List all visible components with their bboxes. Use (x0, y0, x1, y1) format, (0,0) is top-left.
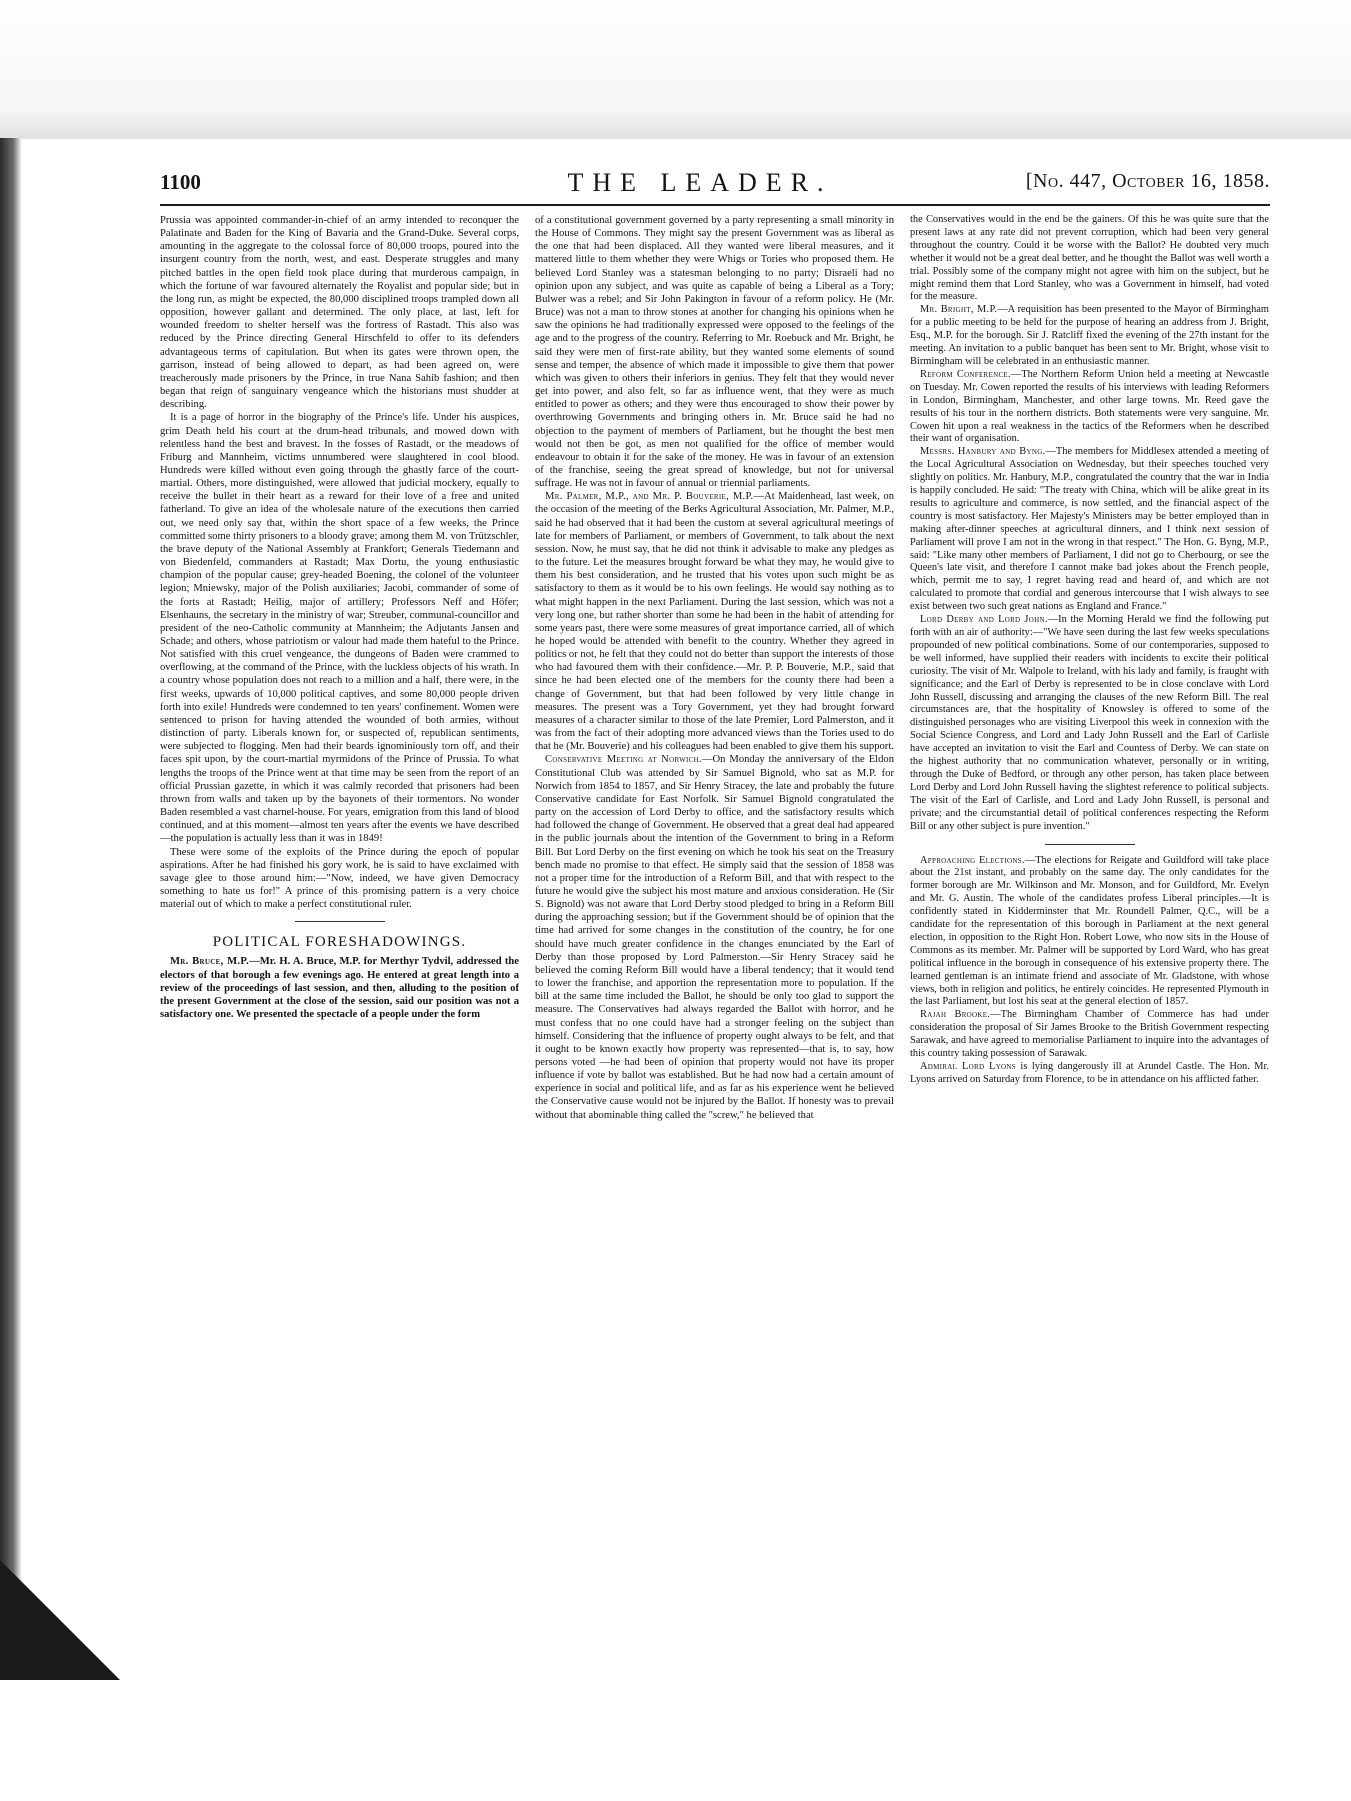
column-1 (160, 214, 519, 1734)
col3-p8-lead: Admiral Lord Lyons (920, 1061, 1016, 1072)
col2-p2-lead: Mr. Palmer, M.P., and Mr. P. Bouverie, M.P. (545, 491, 754, 503)
col1-p4-lead: Mr. Bruce, M.P. (170, 956, 250, 968)
column-rule (1045, 844, 1135, 845)
col3-paragraph-3 (910, 369, 1269, 446)
col3-p7-lead: Rajah Brooke. (920, 1009, 991, 1021)
masthead (160, 164, 1270, 206)
col3-paragraph-4 (910, 446, 1269, 614)
newspaper-page (60, 140, 1305, 1760)
column-3 (910, 214, 1269, 1734)
col3-p3-lead: Reform Conference. (920, 368, 1011, 380)
col3-p3-body: —The Northern Reform Union held a meeting at Newcastle on Tuesday. Mr. Cowen reported the results of his interviews with leading Reformers in London, Birmingham, Manchester, and other large towns. Mr. Reed gave the results of his tour in the northern districts. Both statements were very sanguine. Mr. Cowen hit upon a real weakness in the tactics of the Reformers when he described their want of organisation. (910, 368, 1269, 445)
col3-paragraph-2 (910, 304, 1269, 369)
scan-top-margin (0, 0, 1351, 140)
col2-p2-body: —At Maidenhead, last week, on the occasion of the meeting of the Berks Agricultural Association, Mr. Palmer, M.P., said he had observed that it had been the custom at several agricultural meetings of late for members of Parliament, or members of Government, to talk about the next session. Now, he must say, that he did not think it advisable to make any pledges as to the future. Let the measures brought forward be what they may, he would give to them his best consideration, and he trusted that his votes upon such might be as satisfactory to them as it would be to his own feelings. He would say nothing as to what might happen in the next Parliament. During the last session, which was not a very long one, but rather shorter than some he had been in the habit of attending for some years past, there were some measures of great importance carried, all of which he hoped would be attended with benefit to the country. Whether they agreed in politics or not, he felt that they could not do better than support the interests of those who had favoured them with their confidence.—Mr. P. P. Bouverie, M.P., said that since he had been elected one of the members for the county there had been a change of Government, but that had been followed by very little change in measures. The present was a Tory Government, yet they had brought forward measures of a character similar to those of the late Premier, Lord Palmerston, and it was from the fact of their adopting more advanced views than the Tories used to do that he (Mr. Bouverie) and his colleagues had been enabled to give them his support. (535, 491, 894, 753)
col2-paragraph-1: of a constitutional government governed by a party representing a small minority in the House of Commons. They might say the present Government was as liberal as the one that had been displaced. All they wanted were liberal measures, and it mattered little to them whether they were Whigs or Tories who proposed them. He believed Lord Stanley was a statesman belonging to no party; Disraeli had no opinion upon any subject, and was quite as capable of being a Liberal as a Tory; Bulwer was a rebel; and Sir John Pakington in favour of a reform policy. He (Mr. Bruce) was not a man to throw stones at another for changing his opinions when he saw the opinions he had traditionally expressed were opposed to the feelings of the age and to the progress of the country. Referring to Mr. Roebuck and Mr. Bright, he said they were men of first-rate ability, but they wanted some elements of sound sense and temper, the absence of which made it impossible to give them that power which was given to others their inferiors in genius. They felt that they would never get into power, and also felt, so far as influence went, that they were as much entitled to power as others; and they were thus encouraged to show their power by overthrowing Governments and bringing others in. Mr. Bruce said he had no objection to the payment of members of Parliament, but he thought the best men would not then be got, as men not qualified for the office of member would endeavour to obtain it for the sake of the money. He was in favour of an extension of the franchise, seeing the great spread of knowledge, but not for universal suffrage. He was not in favour of annual or triennial parliaments. (535, 215, 894, 490)
page-number: 1100 (160, 170, 201, 194)
binding-edge-shadow (0, 138, 22, 1658)
col3-p7-body: —The Birmingham Chamber of Commerce has had under consideration the proposal of Sir James Brooke to the British Government respecting Sarawak, and have agreed to memorialise Parliament to inquire into the advantages of this country taking possession of Sarawak. (910, 1009, 1269, 1060)
col1-paragraph-2: It is a page of horror in the biography of the Prince's life. Under his auspices, grim Death held his court at the drum-head tribunals, and mowed down with relentless hand the best and bravest. In the fosses of Rastadt, or the meadows of Friburg and Mannheim, victims unnumbered were slaughtered in cool blood. Hundreds were killed without even going through the ghastly farce of the court-martial. Others, more distinguished, were allowed that judicial mockery, equally to receive the bullet in their heart as a reward for their love of a free and united fatherland. To give an idea of the wholesale nature of the executions then carried out, we need only say that, within the short space of a few weeks, the Prince committed some thirty prisoners to a bloody grave; among them M. von Trützschler, the brave deputy of the National Assembly at Frankfort; Generals Tiedemann and von Biedenfeld, commanders at Rastadt; Max Dortu, the young enthusiastic champion of the popular cause; grey-headed Boening, the colonel of the volunteer legion; Mniewsky, major of the Polish auxiliaries; Jacobi, commander of some of the forts at Rastadt; Heilig, major of artillery; Professors Neff and Höfer; Elsenhauns, the secretary in the ministry of war; Streuber, communal-councillor and president of the neo-Catholic community at Mannheim; the Adjutants Jansen and Schade; and others, whose patriotism or valour had made them hateful to the Prince. Not satisfied with this cruel vengeance, the dungeons of Baden were crammed to overflowing, at the command of the Prince, with the luckless objects of his wrath. In a country whose population does not reach to a million and a half, there were, in the first weeks, upwards of 10,000 political captives, and some 80,000 people driven forth into exile! Hundreds were condemned to ten years' confinement. Women were sentenced to prison for having attended the wounded of both armies, without distinction of party. Liberals known for, or suspected of, republican sentiments, were subjected to flogging. Men had their beards ignominiously torn off, and their faces spit upon, by the court-martial myrmidons of the Prince of Prussia. To what lengths the troops of the Prince went at that time may be seen from the report of an official Prussian gazette, in which it was calmly recorded that prisoners had been thrown from walls and taken up by the bayonets of their tormentors. No wonder Baden resembled a vast charnel-house. For years, emigration from this land of blood continued, and at this moment—almost ten years after the events we have described—the population is actually less than it was in 1849! (160, 412, 519, 845)
col3-p2-lead: Mr. Bright, M.P. (920, 304, 998, 316)
col3-p4-lead: Messrs. Hanbury and Byng. (920, 446, 1046, 458)
col3-paragraph-5 (910, 614, 1269, 833)
section-rule (295, 921, 385, 922)
col3-p6-body: —The elections for Reigate and Guildford will take place about the 21st instant, and probably on the same day. The only candidates for the former borough are Mr. Wilkinson and Mr. Monson, and for Guildford, Mr. Evelyn and Mr. G. Austin. The whole of the candidates profess Liberal principles.—It is confidently stated in Kidderminster that Mr. Roundell Palmer, Q.C., will be a candidate for the representation of this borough in Parliament at the next general election, in opposition to the Right Hon. Robert Lowe, who now sits in the House of Commons as its member. Mr. Palmer will be supported by Lord Ward, who has great political influence in the borough in consequence of his extensive property there. The learned gentleman is an intimate friend and associate of Mr. Gladstone, with whose views, both in religion and politics, he entirely coincides. He represented Plymouth in the last Parliament, but lost his seat at the general election of 1857. (910, 854, 1269, 1008)
col3-p6-lead: Approaching Elections. (920, 854, 1025, 866)
col3-p8-body: is lying dangerously ill at Arundel Castle. The Hon. Mr. Lyons arrived on Saturday from Florence, to be in attendance on his afflicted father. (910, 1061, 1269, 1085)
col3-p4-body: —The members for Middlesex attended a meeting of the Local Agricultural Association on Wednesday, but their speeches touched very slightly on politics. Mr. Hanbury, M.P., congratulated the country that the war in India is happily concluded. He said: "The treaty with China, which will be alike great in its results to agriculture and commerce, is now settled, and the financial aspect of the country is most satisfactory. Her Majesty's Ministers may be better employed than in making after-dinner speeches at agricultural dinners, and I think next session of Parliament will prove I am not in the wrong in that respect." The Hon. G. Byng, M.P., said: "Like many other members of Parliament, I did not go to Cherbourg, or see the Queen's late visit, and therefore I cannot make bad jokes about the French people, which, permit me to say, I regret having read and heard of, and which are not calculated to promote that cordial and generous intercourse that I wish always to see exist between two such great nations as England and France." (910, 446, 1269, 613)
col3-paragraph-6 (910, 855, 1269, 1010)
col2-paragraph-2 (535, 490, 894, 753)
col3-p2-body: —A requisition has been presented to the Mayor of Birmingham for a public meeting to be held for the purpose of hearing an address from J. Bright, Esq., M.P. for the borough. Sir J. Ratcliff fixed the evening of the 27th instant for the meeting. An invitation to a public banquet has been sent to Mr. Bright, whose visit to Birmingham will be celebrated in an enthusiastic manner. (910, 304, 1269, 367)
col2-p3-lead: Conservative Meeting at Norwich. (545, 754, 702, 766)
newspaper-title: THE LEADER. (567, 168, 833, 197)
issue-line: [No. 447, October 16, 1858. (1025, 170, 1270, 192)
col2-paragraph-3 (535, 753, 894, 1121)
col3-p5-body: —In the Morning Herald we find the following put forth with an air of authority:—"We have seen during the last few weeks speculations propounded of new political combinations. Some of our contemporaries, supposed to be well informed, have supplied their readers with incidents to excite their political curiosity. The visit of Mr. Walpole to Ireland, with his lady and family, is fraught with significance; and the Earl of Derby is represented to be in close conclave with Lord John Russell, discussing and arranging the clauses of the new Reform Bill. The real circumstances are, that the hospitality of Knowsley is offered to some of the distinguished personages who are visiting Liverpool this week in connexion with the Social Science Congress, and Lord and Lady John Russell and the Earl of Carlisle have accepted an invitation to visit the Earl and Countess of Derby. We can state on the highest authority that no communication whatever, personally or in writing, through the Duke of Bedford, or through any other person, has taken place between Lord Derby and Lord John Russell having the slightest reference to political subjects. The visit of the Earl of Carlisle, and Lord and Lady John Russell, is personal and private; and the circumstantial detail of political conferences respecting the Reform Bill or any other subject is pure invention." (910, 614, 1269, 832)
col3-paragraph-8 (910, 1061, 1269, 1087)
col3-p5-lead: Lord Derby and Lord John. (920, 614, 1048, 626)
col3-paragraph-7 (910, 1009, 1269, 1061)
col1-p4-body: —Mr. H. A. Bruce, M.P. for Merthyr Tydvil, addressed the electors of that borough a few evenings ago. He entered at great length into a review of the proceedings of last session, and then, alluding to the position of the present Government at the close of the session, said our position was not a satisfactory one. We presented the spectacle of a people under the form (160, 956, 519, 1021)
section-heading: POLITICAL FORESHADOWINGS. (212, 934, 467, 951)
col3-paragraph-1: the Conservatives would in the end be the gainers. Of this he was quite sure that the present laws at any rate did not prevent corruption, which had been very general throughout the country. Could it be worse with the Ballot? He doubted very much whether it would not be a great deal better, and he thought the Ballot was well worth a trial. Possibly some of the company might not agree with him on the subject, but he might remind them that Lord Stanley, who was a Government in himself, had voted for the measure. (910, 214, 1269, 303)
text-columns (160, 214, 1270, 1734)
col2-p3-body: —On Monday the anniversary of the Eldon Constitutional Club was attended by Sir Samuel Bignold, who sat as M.P. for Norwich from 1854 to 1857, and Sir Henry Stracey, the late and probably the future Conservative candidate for East Norfolk. Sir Samuel Bignold congratulated the party on the accession of Lord Derby to office, and the satisfactory results which had followed the change of Government. He observed that a great deal had appeared in the public journals about the intention of the Government to bring in a Reform Bill. But Lord Derby on the first evening on which he took his seat on the Treasury bench made no promise to that effect. He simply said that the session of 1858 was not a proper time for the introduction of a Reform Bill, and that with respect to the future he would give the subject his most mature and anxious consideration. He (Sir S. Bignold) was not aware that Lord Derby stood pledged to bring in a Reform Bill during the approaching session; but if the Government should be of opinion that the time had arrived for some changes in the constitution of the country, he for one should have much greater confidence in the changes enunciated by the Earl of Derby than those proposed by Lord Palmerston.—Sir Henry Stracey said he believed the coming Reform Bill would have a liberal tendency; that it would tend to lower the franchise, and apportion the representation more to population. If the bill at the same time included the Ballot, he should be only too glad to support the measure. The Conservatives had always regarded the Ballot with horror, and he must confess that no one could have had a stronger feeling on the subject than himself. Considering that the influence of property ought always to be felt, and that it ought to be known exactly how property was represented—that is, to say, how persons voted —he had been of opinion that property would not have its proper influence if vote by ballot was established. But he had now had a certain amount of experience in social and political life, and as far as his experience went he believed the Conservative cause would not be injured by the Ballot. If honesty was to prevail without that abominable thing called the "screw," he believed that (535, 754, 894, 1121)
col1-paragraph-3: These were some of the exploits of the Prince during the epoch of popular aspirations. After he had finished his gory work, he is said to have exclaimed with savage glee to those around him:—"Now, indeed, we have given Democracy something to hate us for!" A prince of this promising pattern is a very choice material out of which to make a perfect constitutional ruler. (160, 846, 519, 911)
col1-paragraph-1: Prussia was appointed commander-in-chief of an army intended to reconquer the Palatinate and Baden for the King of Bavaria and the Grand-Duke. Several corps, amounting in the aggregate to the colossal force of 80,000 troops, poured into the insurgent country from the north, west, and east. Desperate struggles and many pitched battles in the open field took place during that murderous campaign, in which the fortune of war favoured alternately the Royalist and popular side; but in the long run, as might be expected, the 80,000 disciplined troops trampled down all opposition, however gallant and determined. The only place, at last, left for wounded freedom to shelter herself was the fortress of Rastadt. This also was reduced by the Prince directing General Hirschfeld to offer to its defenders advantageous terms of capitulation. But when its gates were thrown open, the garrison, instead of being allowed to depart, as had been agreed on, were treacherously made prisoners by the Prince, in true Nana Sahib fashion; and then began that reign of sanguinary vengeance which the historians must shudder at describing. (160, 215, 519, 411)
column-2 (535, 214, 894, 1734)
col1-paragraph-4 (160, 955, 519, 1021)
